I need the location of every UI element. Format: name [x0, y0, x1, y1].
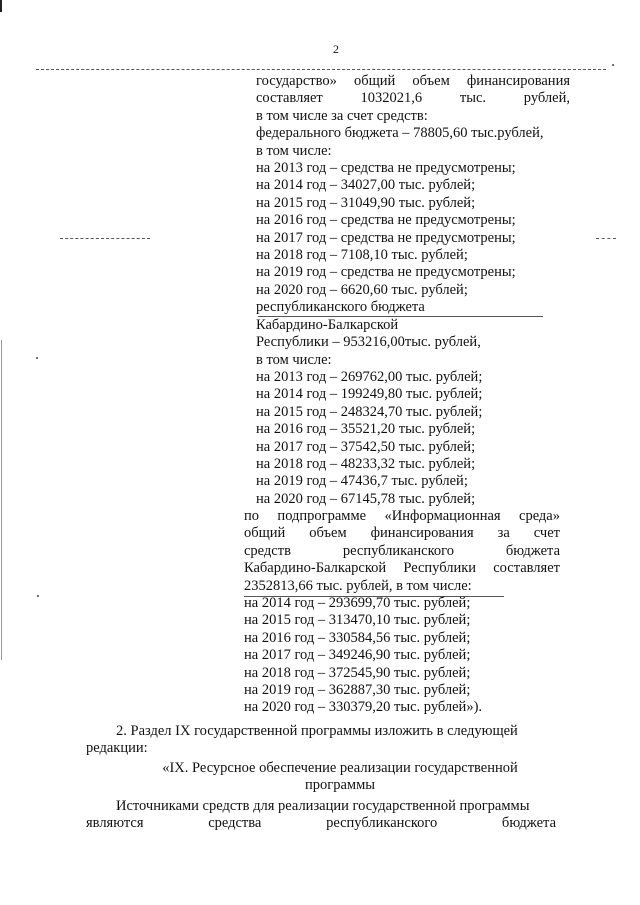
funding-line: на 2018 год – 7108,10 тыс. рублей; — [256, 247, 468, 264]
funding-line: на 2015 год – 31049,90 тыс. рублей; — [256, 194, 476, 211]
speck-artifact — [612, 64, 614, 66]
funding-line: на 2013 год – 269762,00 тыс. рублей; — [256, 368, 483, 385]
funding-line: в том числе: — [256, 351, 332, 368]
funding-column-top — [256, 73, 570, 508]
top-separator-line — [36, 69, 606, 70]
funding-line: на 2017 год – средства не предусмотрены; — [256, 229, 516, 246]
section-heading-line: «IX. Ресурсное обеспечение реализации государственной — [162, 760, 518, 776]
funding-line: на 2014 год – 34027,00 тыс. рублей; — [256, 177, 476, 194]
final-paragraph-line: Источниками средств для реализации государственной программы — [116, 798, 530, 814]
funding-line: на 2020 год – 6620,60 тыс. рублей; — [256, 281, 468, 298]
funding-line: на 2014 год – 199249,80 тыс. рублей; — [256, 386, 483, 403]
funding-line: на 2013 год – средства не предусмотрены; — [256, 160, 516, 177]
page-number: 2 — [333, 42, 339, 56]
funding-line: на 2020 год – 67145,78 тыс. рублей; — [256, 490, 476, 507]
funding-line: общий объем финансирования за счет — [244, 525, 560, 542]
right-dash-artifact — [596, 238, 616, 239]
funding-line: на 2018 год – 372545,90 тыс. рублей; — [244, 664, 471, 681]
funding-line: по подпрограмме «Информационная среда» — [244, 508, 560, 524]
funding-line: на 2020 год – 330379,20 тыс. рублей»). — [244, 699, 483, 716]
section-heading — [140, 760, 540, 795]
funding-line: на 2014 год – 293699,70 тыс. рублей; — [244, 595, 471, 612]
left-dash-artifact — [60, 238, 150, 239]
left-edge-artifact — [1, 340, 2, 660]
funding-column-subprogram — [244, 508, 560, 717]
section-2-paragraph — [86, 723, 556, 758]
funding-line: в том числе: — [256, 142, 332, 159]
funding-line: составляет 1032021,6 тыс. рублей, — [256, 90, 570, 107]
funding-line: средств республиканского бюджета — [244, 542, 560, 559]
section-2-line: редакции: — [86, 740, 148, 757]
section-2-line: 2. Раздел IX государственной программы изложить в следующей — [116, 723, 518, 739]
speck-artifact — [37, 595, 39, 597]
left-edge-artifact — [0, 0, 2, 12]
funding-line: государство» общий объем финансирования — [256, 73, 570, 89]
funding-line: на 2017 год – 349246,90 тыс. рублей; — [244, 647, 471, 664]
final-paragraph-line: являются средства республиканского бюджета — [86, 815, 556, 832]
funding-line: республиканского бюджета — [256, 299, 425, 316]
funding-line: на 2016 год – средства не предусмотрены; — [256, 212, 516, 229]
section-heading-line: программы — [305, 777, 375, 794]
funding-line: Кабардино-Балкарской Республики составляет — [244, 560, 560, 577]
funding-line: на 2015 год – 313470,10 тыс. рублей; — [244, 612, 471, 629]
final-paragraph — [86, 798, 556, 833]
funding-line: на 2019 год – 47436,7 тыс. рублей; — [256, 473, 468, 490]
funding-line: на 2019 год – средства не предусмотрены; — [256, 264, 516, 281]
funding-line: на 2016 год – 35521,20 тыс. рублей; — [256, 421, 476, 438]
funding-line: на 2015 год – 248324,70 тыс. рублей; — [256, 403, 483, 420]
funding-line: на 2019 год – 362887,30 тыс. рублей; — [244, 682, 471, 699]
funding-line: на 2017 год – 37542,50 тыс. рублей; — [256, 438, 476, 455]
funding-line: Республики – 953216,00тыс. рублей, — [256, 334, 481, 351]
funding-line: на 2016 год – 330584,56 тыс. рублей; — [244, 629, 471, 646]
funding-line: Кабардино-Балкарской — [256, 316, 399, 333]
funding-line: федерального бюджета – 78805,60 тыс.рублей, — [256, 125, 544, 142]
funding-line: на 2018 год – 48233,32 тыс. рублей; — [256, 455, 476, 472]
funding-line: в том числе за счет средств: — [256, 107, 428, 124]
funding-line: 2352813,66 тыс. рублей, в том числе: — [244, 577, 472, 594]
speck-artifact — [36, 357, 38, 359]
